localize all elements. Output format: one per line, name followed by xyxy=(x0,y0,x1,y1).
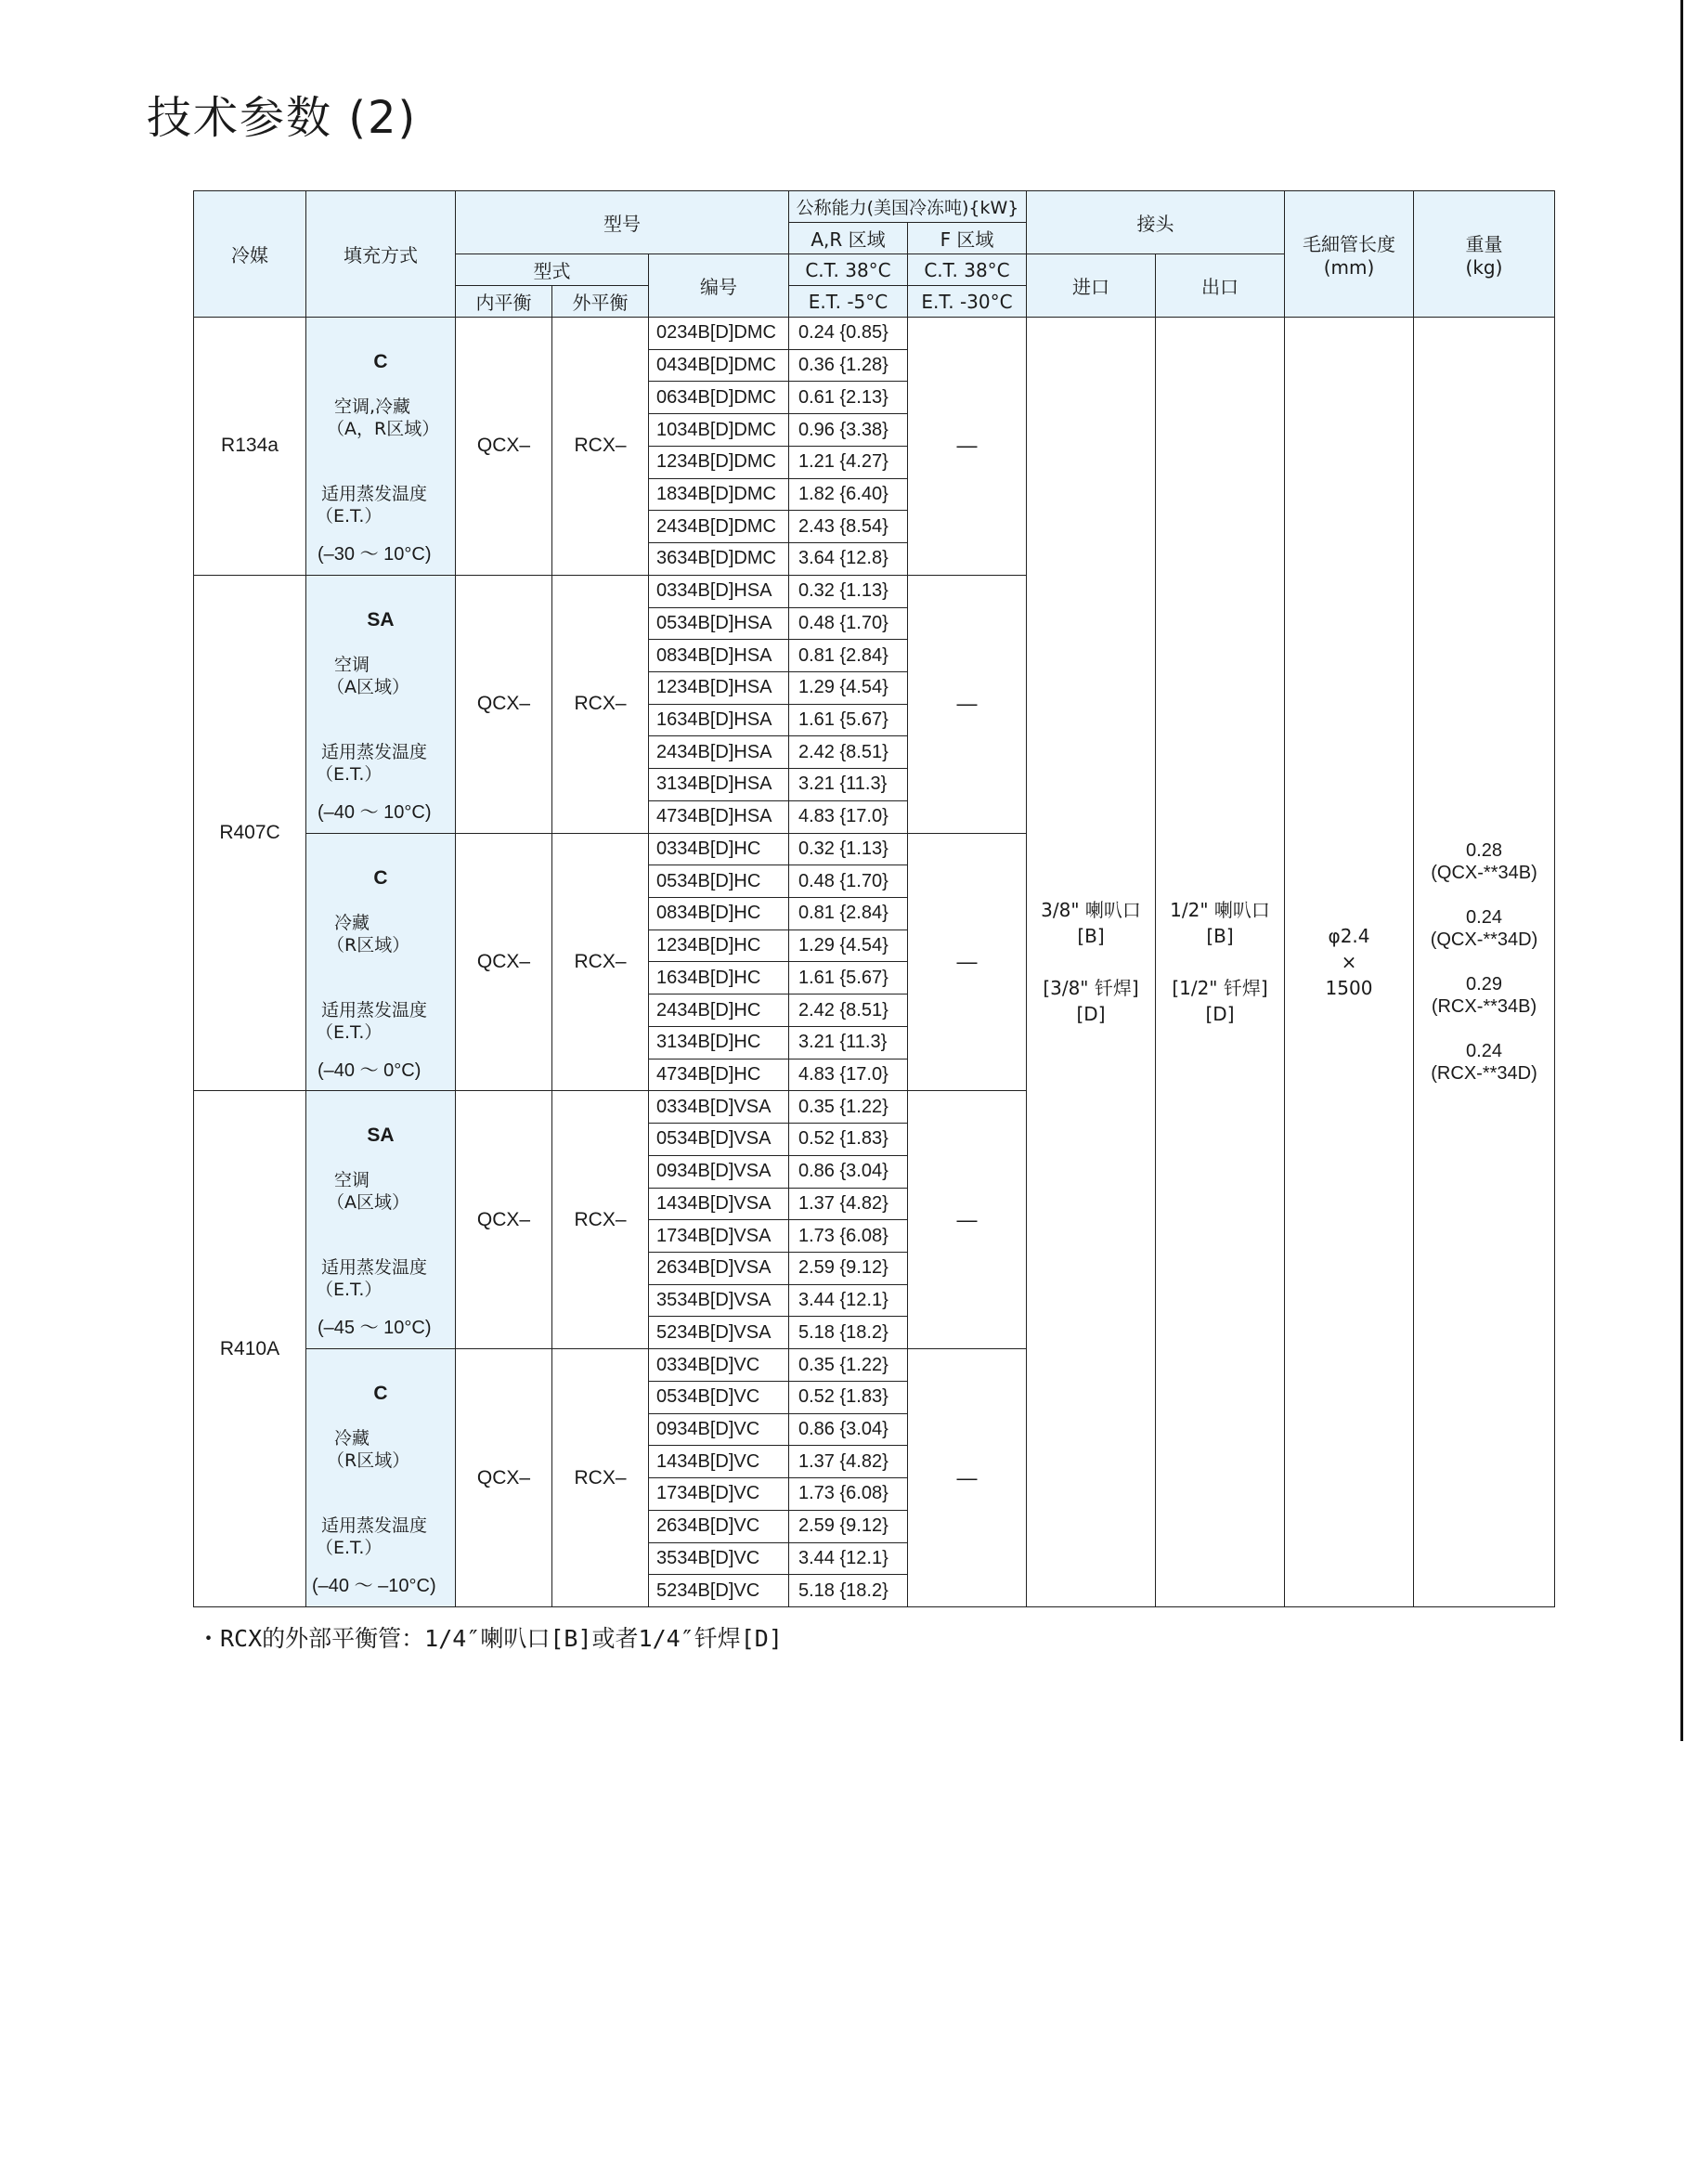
capacity-ar-cell: 0.52 {1.83} xyxy=(789,1124,908,1156)
fill-range: (–40 ～ 10°C) xyxy=(318,801,432,823)
model-number-cell: 3534B[D]VSA xyxy=(649,1284,789,1317)
capacity-ar-cell: 2.43 {8.54} xyxy=(789,511,908,543)
model-number-cell: 2434B[D]HC xyxy=(649,994,789,1027)
header-refrigerant: 冷媒 xyxy=(194,191,306,318)
inlet-cell xyxy=(1027,318,1156,1607)
model-number-cell: 0934B[D]VC xyxy=(649,1413,789,1446)
fill-method-cell xyxy=(306,575,456,833)
weight-value: 0.24 xyxy=(1466,906,1502,928)
model-number-cell: 3134B[D]HSA xyxy=(649,769,789,801)
outlet-outlet-line1: 1/2" 喇叭口 xyxy=(1170,898,1270,921)
fill-et-label2: （E.T.） xyxy=(316,1538,383,1559)
capillary-value: × xyxy=(1341,950,1357,973)
fill-use-line2: （A，R区域） xyxy=(327,419,440,439)
internal-balance-cell: QCX– xyxy=(456,318,552,576)
model-number-cell: 0934B[D]VSA xyxy=(649,1155,789,1188)
model-number-cell: 3634B[D]DMC xyxy=(649,543,789,576)
header-et-ar: E.T. -5°C xyxy=(789,286,908,318)
model-number-cell: 1734B[D]VSA xyxy=(649,1220,789,1253)
model-number-cell: 1434B[D]VSA xyxy=(649,1188,789,1220)
fill-use-line2: （A区域） xyxy=(327,1192,409,1214)
capacity-ar-cell: 0.48 {1.70} xyxy=(789,865,908,898)
capacity-ar-cell: 3.21 {11.3} xyxy=(789,769,908,801)
model-number-cell: 2434B[D]DMC xyxy=(649,511,789,543)
fill-et-label1: 适用蒸发温度 xyxy=(321,484,428,504)
capacity-ar-cell: 3.44 {12.1} xyxy=(789,1284,908,1317)
model-number-cell: 0834B[D]HSA xyxy=(649,640,789,672)
refrigerant-cell: R410A xyxy=(194,1091,306,1607)
weight-value: 0.28 xyxy=(1466,839,1502,861)
capacity-ar-cell: 0.61 {2.13} xyxy=(789,382,908,414)
weight-value: 0.29 xyxy=(1466,973,1502,994)
capillary-value: φ2.4 xyxy=(1328,924,1370,947)
header-weight xyxy=(1414,191,1555,318)
fill-method-cell xyxy=(306,318,456,576)
capacity-ar-cell: 1.29 {4.54} xyxy=(789,671,908,704)
external-balance-cell: RCX– xyxy=(552,575,649,833)
spec-table xyxy=(193,190,1555,1607)
capacity-ar-cell: 0.81 {2.84} xyxy=(789,640,908,672)
fill-code: SA xyxy=(367,1124,395,1147)
model-number-cell: 2634B[D]VSA xyxy=(649,1252,789,1284)
weight-cell xyxy=(1414,318,1555,1607)
capacity-ar-cell: 0.32 {1.13} xyxy=(789,575,908,607)
fill-use-line1: 空调 xyxy=(334,654,370,675)
capacity-ar-cell: 2.59 {9.12} xyxy=(789,1510,908,1542)
fill-use-line2: （R区域） xyxy=(327,934,410,956)
model-number-cell: 0234B[D]DMC xyxy=(649,318,789,350)
fill-method-cell xyxy=(306,1091,456,1349)
fill-et-label2: （E.T.） xyxy=(316,506,383,526)
capacity-ar-cell: 0.35 {1.22} xyxy=(789,1091,908,1124)
header-number: 编号 xyxy=(649,254,789,318)
internal-balance-cell: QCX– xyxy=(456,1349,552,1607)
model-number-cell: 1234B[D]HC xyxy=(649,930,789,962)
capacity-ar-cell: 0.96 {3.38} xyxy=(789,414,908,447)
internal-balance-cell: QCX– xyxy=(456,1091,552,1349)
model-number-cell: 0534B[D]VSA xyxy=(649,1124,789,1156)
fill-method-content xyxy=(306,576,455,833)
model-number-cell: 4734B[D]HC xyxy=(649,1059,789,1091)
capacity-ar-cell: 1.37 {4.82} xyxy=(789,1446,908,1478)
fill-method-content xyxy=(306,1349,455,1606)
external-balance-cell: RCX– xyxy=(552,318,649,576)
capacity-ar-cell: 3.44 {12.1} xyxy=(789,1542,908,1575)
model-number-cell: 0334B[D]HC xyxy=(649,833,789,865)
fill-et-label2: （E.T.） xyxy=(316,1021,383,1043)
capacity-ar-cell: 0.86 {3.04} xyxy=(789,1413,908,1446)
header-model-type: 型式 xyxy=(456,254,649,286)
model-number-cell: 0634B[D]DMC xyxy=(649,382,789,414)
capacity-ar-cell: 3.64 {12.8} xyxy=(789,543,908,576)
header-capillary xyxy=(1285,191,1414,318)
fill-code: C xyxy=(373,1383,388,1405)
fill-code: SA xyxy=(367,608,395,630)
inlet-inlet-line1: 3/8" 喇叭口 xyxy=(1041,898,1141,921)
internal-balance-cell: QCX– xyxy=(456,575,552,833)
capacity-ar-cell: 1.82 {6.40} xyxy=(789,478,908,511)
header-capacity: 公称能力(美国冷冻吨){kW} xyxy=(789,191,1027,223)
header-inlet: 进口 xyxy=(1027,254,1156,318)
spec-table-body xyxy=(194,318,1555,1607)
capacity-ar-cell: 1.21 {4.27} xyxy=(789,446,908,478)
model-number-cell: 1234B[D]HSA xyxy=(649,671,789,704)
capacity-ar-cell: 0.48 {1.70} xyxy=(789,607,908,640)
fill-use-line2: （R区域） xyxy=(327,1450,410,1472)
capacity-ar-cell: 0.86 {3.04} xyxy=(789,1155,908,1188)
outlet-cell xyxy=(1156,318,1285,1607)
model-number-cell: 1634B[D]HSA xyxy=(649,704,789,736)
external-balance-cell: RCX– xyxy=(552,1349,649,1607)
header-ct-f: C.T. 38°C xyxy=(908,254,1027,286)
fill-use-line2: （A区域） xyxy=(327,676,409,697)
header-model: 型号 xyxy=(456,191,789,254)
header-connection: 接头 xyxy=(1027,191,1285,254)
fill-et-label1: 适用蒸发温度 xyxy=(321,999,428,1020)
capacity-ar-cell: 0.24 {0.85} xyxy=(789,318,908,350)
fill-method-content xyxy=(306,318,455,575)
page-title: 技术参数 (2) xyxy=(147,92,418,144)
model-number-cell: 5234B[D]VC xyxy=(649,1575,789,1607)
capacity-ar-cell: 1.73 {6.08} xyxy=(789,1220,908,1253)
header-capillary-unit: (mm) xyxy=(1323,256,1375,279)
model-number-cell: 0334B[D]VSA xyxy=(649,1091,789,1124)
capacity-ar-cell: 3.21 {11.3} xyxy=(789,1026,908,1059)
fill-method-content xyxy=(306,834,455,1091)
table-row xyxy=(194,318,1555,350)
fill-method-cell xyxy=(306,1349,456,1607)
external-balance-cell: RCX– xyxy=(552,1091,649,1349)
capacity-ar-cell: 2.42 {8.51} xyxy=(789,994,908,1027)
model-number-cell: 3534B[D]VC xyxy=(649,1542,789,1575)
outlet-spacer xyxy=(1156,949,1284,975)
outlet-outlet-line2: [B] xyxy=(1206,924,1234,947)
capacity-f-cell: — xyxy=(908,318,1027,576)
model-number-cell: 2634B[D]VC xyxy=(649,1510,789,1542)
model-number-cell: 3134B[D]HC xyxy=(649,1026,789,1059)
fill-use-line1: 冷藏 xyxy=(334,912,370,933)
fill-range: (–30 ～ 10°C) xyxy=(318,544,432,565)
model-number-cell: 1834B[D]DMC xyxy=(649,478,789,511)
fill-code: C xyxy=(373,866,388,889)
fill-use-line1: 空调,冷藏 xyxy=(334,396,411,417)
capacity-ar-cell: 4.83 {17.0} xyxy=(789,1059,908,1091)
capacity-ar-cell: 2.42 {8.51} xyxy=(789,736,908,769)
model-number-cell: 2434B[D]HSA xyxy=(649,736,789,769)
model-number-cell: 1034B[D]DMC xyxy=(649,414,789,447)
header-ct-ar: C.T. 38°C xyxy=(789,254,908,286)
model-number-cell: 1234B[D]DMC xyxy=(649,446,789,478)
capillary-value: 1500 xyxy=(1325,976,1373,999)
capacity-ar-cell: 0.52 {1.83} xyxy=(789,1381,908,1413)
header-capillary-label: 毛細管长度 xyxy=(1303,233,1395,255)
model-number-cell: 0434B[D]DMC xyxy=(649,349,789,382)
footnote: ・RCX的外部平衡管：1/4″喇叭口[B]或者1/4″钎焊[D] xyxy=(197,1625,783,1652)
refrigerant-cell: R134a xyxy=(194,318,306,576)
capacity-ar-cell: 5.18 {18.2} xyxy=(789,1575,908,1607)
fill-use-line1: 冷藏 xyxy=(334,1428,370,1450)
model-number-cell: 1634B[D]HC xyxy=(649,962,789,994)
model-number-cell: 1434B[D]VC xyxy=(649,1446,789,1478)
capacity-ar-cell: 1.61 {5.67} xyxy=(789,962,908,994)
capacity-ar-cell: 0.32 {1.13} xyxy=(789,833,908,865)
model-number-cell: 0834B[D]HC xyxy=(649,898,789,930)
inlet-inlet-line2: [B] xyxy=(1077,924,1105,947)
fill-range: (–40 ～ 0°C) xyxy=(318,1060,422,1081)
capacity-ar-cell: 5.18 {18.2} xyxy=(789,1317,908,1349)
model-number-cell: 0534B[D]HSA xyxy=(649,607,789,640)
fill-et-label1: 适用蒸发温度 xyxy=(321,1257,428,1279)
fill-et-label1: 适用蒸发温度 xyxy=(321,1515,428,1537)
weight-value: (QCX-**34B) xyxy=(1431,862,1537,883)
outlet-outlet-line4: [D] xyxy=(1205,1002,1235,1025)
fill-use-line1: 空调 xyxy=(334,1170,370,1191)
header-outlet: 出口 xyxy=(1156,254,1285,318)
fill-method-cell xyxy=(306,833,456,1091)
spec-table-wrapper xyxy=(193,190,1555,1607)
fill-et-label2: （E.T.） xyxy=(316,1280,383,1301)
capacity-ar-cell: 0.36 {1.28} xyxy=(789,349,908,382)
capacity-f-cell: — xyxy=(908,1091,1027,1349)
capacity-ar-cell: 1.37 {4.82} xyxy=(789,1188,908,1220)
header-f-zone: F 区域 xyxy=(908,223,1027,254)
capillary-cell xyxy=(1285,318,1414,1607)
capacity-ar-cell: 4.83 {17.0} xyxy=(789,800,908,833)
model-number-cell: 0534B[D]VC xyxy=(649,1381,789,1413)
weight-value: (RCX-**34B) xyxy=(1431,995,1537,1017)
fill-et-label1: 适用蒸发温度 xyxy=(321,741,428,762)
weight-value: (RCX-**34D) xyxy=(1431,1062,1537,1084)
fill-method-content xyxy=(306,1091,455,1348)
model-number-cell: 0334B[D]HSA xyxy=(649,575,789,607)
header-external-balance: 外平衡 xyxy=(552,286,649,318)
model-number-cell: 0334B[D]VC xyxy=(649,1349,789,1382)
capacity-ar-cell: 1.29 {4.54} xyxy=(789,930,908,962)
model-number-cell: 4734B[D]HSA xyxy=(649,800,789,833)
header-weight-unit: (kg) xyxy=(1465,256,1503,279)
fill-range: (–40 ～ –10°C) xyxy=(312,1576,436,1597)
capacity-ar-cell: 0.35 {1.22} xyxy=(789,1349,908,1382)
right-edge-rule xyxy=(1680,0,1683,1741)
capacity-ar-cell: 2.59 {9.12} xyxy=(789,1252,908,1284)
header-internal-balance: 内平衡 xyxy=(456,286,552,318)
header-fill-method: 填充方式 xyxy=(306,191,456,318)
header-ar-zone: A,R 区域 xyxy=(789,223,908,254)
fill-code: C xyxy=(373,351,388,372)
inlet-spacer xyxy=(1027,949,1155,975)
header-et-f: E.T. -30°C xyxy=(908,286,1027,318)
inlet-inlet-line4: [D] xyxy=(1076,1002,1106,1025)
header-weight-label: 重量 xyxy=(1465,233,1503,255)
inlet-inlet-line3: [3/8" 钎焊] xyxy=(1043,976,1139,999)
capacity-f-cell: — xyxy=(908,1349,1027,1607)
outlet-outlet-line3: [1/2" 钎焊] xyxy=(1172,976,1268,999)
refrigerant-cell: R407C xyxy=(194,575,306,1091)
capacity-f-cell: — xyxy=(908,833,1027,1091)
external-balance-cell: RCX– xyxy=(552,833,649,1091)
internal-balance-cell: QCX– xyxy=(456,833,552,1091)
model-number-cell: 5234B[D]VSA xyxy=(649,1317,789,1349)
fill-range: (–45 ～ 10°C) xyxy=(318,1318,432,1339)
model-number-cell: 1734B[D]VC xyxy=(649,1478,789,1511)
capacity-ar-cell: 0.81 {2.84} xyxy=(789,898,908,930)
fill-et-label2: （E.T.） xyxy=(316,763,383,785)
capacity-ar-cell: 1.61 {5.67} xyxy=(789,704,908,736)
weight-value: (QCX-**34D) xyxy=(1430,929,1538,950)
capacity-f-cell: — xyxy=(908,575,1027,833)
model-number-cell: 0534B[D]HC xyxy=(649,865,789,898)
weight-value: 0.24 xyxy=(1466,1040,1502,1061)
capacity-ar-cell: 1.73 {6.08} xyxy=(789,1478,908,1511)
